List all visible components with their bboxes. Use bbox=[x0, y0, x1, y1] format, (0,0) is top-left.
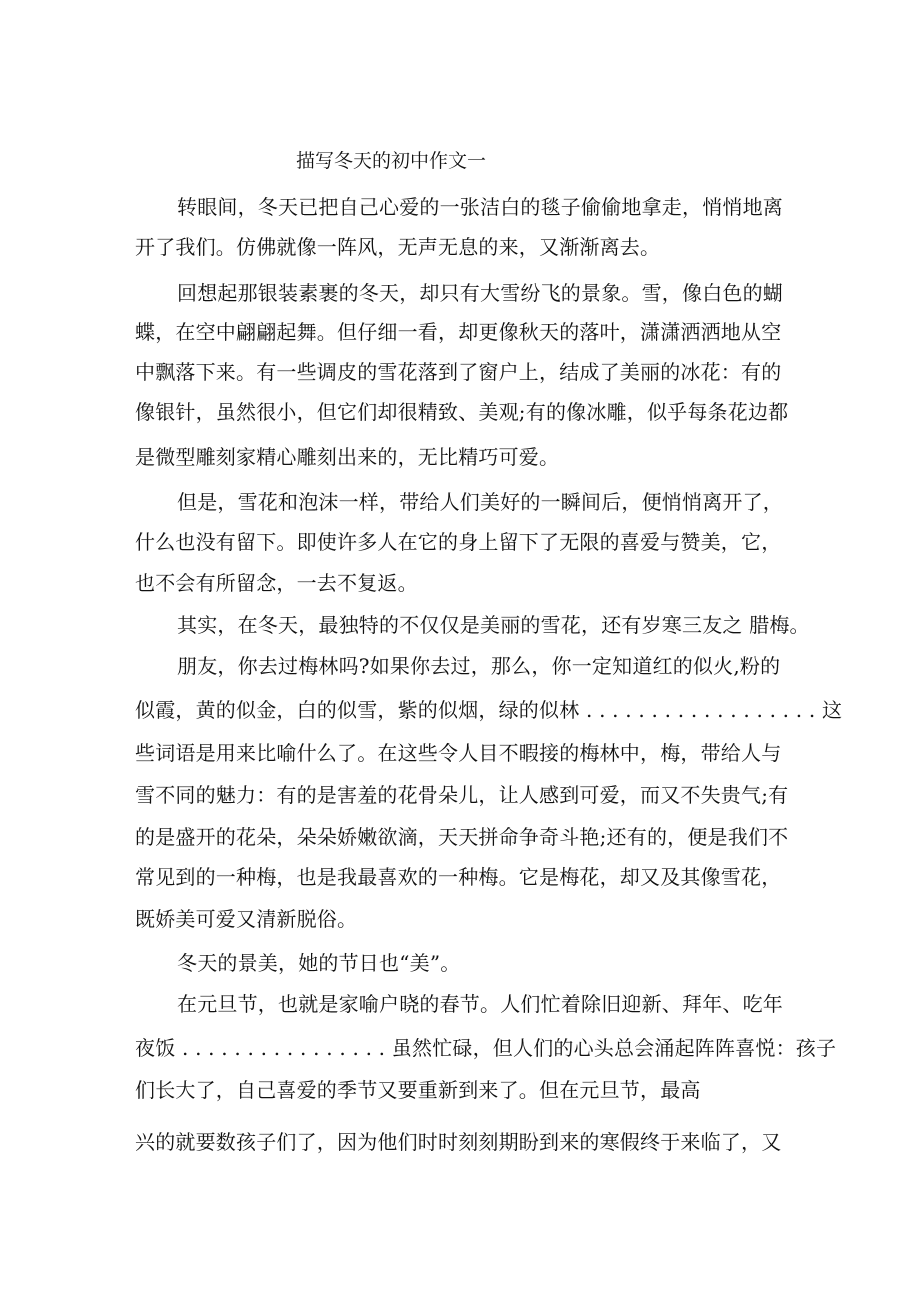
document-title: 描写冬天的初中作文一 bbox=[296, 150, 487, 172]
text-line-13: 似霞，黄的似金，白的似雪，紫的似烟，绿的似林 . . . . . . . . . . . . . . . . . . 这 bbox=[135, 698, 843, 722]
text-line-14: 些词语是用来比喻什么了。在这些令人目不暇接的梅林中，梅，带给人与 bbox=[135, 741, 782, 765]
text-line-12: 朋友，你去过梅林吗?如果你去过，那么，你一定知道红的似火,粉的 bbox=[177, 654, 781, 678]
text-line-11: 其实，在冬天，最独特的不仅仅是美丽的雪花，还有岁寒三友之 腊梅。 bbox=[177, 613, 810, 637]
text-line-6: 像银针，虽然很小，但它们却很精致、美观;有的像冰雕，似乎每条花边都 bbox=[135, 400, 789, 424]
text-line-21: 夜饭 . . . . . . . . . . . . . . . . 虽然忙碌，但人们的心头总会涌起阵阵喜悦：孩子 bbox=[135, 1036, 837, 1060]
text-line-1: 转眼间，冬天已把自己心爱的一张洁白的毯子偷偷地拿走，悄悄地离 bbox=[177, 195, 783, 219]
text-line-19: 冬天的景美，她的节日也“美”。 bbox=[177, 951, 461, 975]
text-line-15: 雪不同的魅力：有的是害羞的花骨朵儿，让人感到可爱，而又不失贵气;有 bbox=[135, 783, 789, 807]
text-line-18: 既娇美可爱又清新脱俗。 bbox=[135, 907, 358, 931]
text-line-5: 中飘落下来。有一些调皮的雪花落到了窗户上，结成了美丽的冰花：有的 bbox=[135, 360, 782, 384]
text-line-20: 在元旦节，也就是家喻户晓的春节。人们忙着除旧迎新、拜年、吃年 bbox=[177, 992, 783, 1016]
text-line-9: 什么也没有留下。即使许多人在它的身上留下了无限的喜爱与赞美，它， bbox=[135, 530, 782, 554]
text-line-10: 也不会有所留念，一去不复返。 bbox=[135, 571, 418, 595]
text-line-3: 回想起那银装素裹的冬天，却只有大雪纷飞的景象。雪，像白色的蝴 bbox=[177, 281, 783, 305]
text-line-7: 是微型雕刻家精心雕刻出来的，无比精巧可爱。 bbox=[135, 445, 560, 469]
text-line-4: 蝶，在空中翩翩起舞。但仔细一看，却更像秋天的落叶，潇潇洒洒地从空 bbox=[135, 320, 782, 344]
text-line-22: 们长大了，自己喜爱的季节又要重新到来了。但在元旦节，最高 bbox=[135, 1078, 701, 1102]
text-line-17: 常见到的一种梅，也是我最喜欢的一种梅。它是梅花，却又及其像雪花， bbox=[135, 865, 782, 889]
text-line-16: 的是盛开的花朵，朵朵娇嫩欲滴，天天拼命争奇斗艳;还有的，便是我们不 bbox=[135, 825, 789, 849]
text-line-23: 兴的就要数孩子们了，因为他们时时刻刻期盼到来的寒假终于来临了，又 bbox=[135, 1130, 782, 1154]
text-line-2: 开了我们。仿佛就像一阵风，无声无息的来，又渐渐离去。 bbox=[135, 235, 661, 259]
text-line-8: 但是，雪花和泡沫一样，带给人们美好的一瞬间后，便悄悄离开了， bbox=[177, 490, 783, 514]
